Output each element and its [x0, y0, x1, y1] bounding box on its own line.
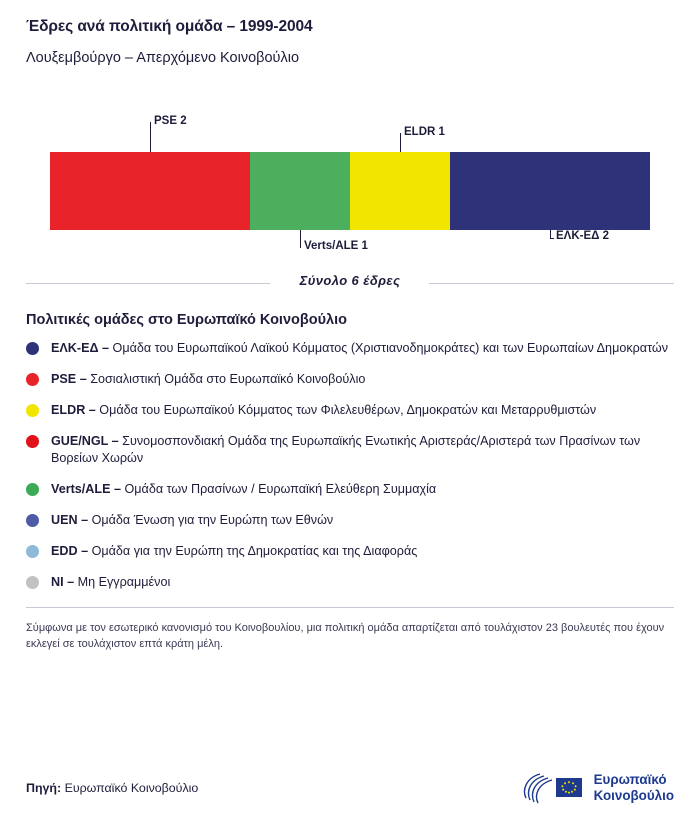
bar-label-verts-ale-group: Verts/ALE [304, 240, 359, 252]
ep-logo-line2: Κοινοβούλιο [593, 788, 674, 803]
bar-label-verts-ale-value: 1 [361, 240, 368, 252]
legend-item-abbr: PSE – [51, 372, 87, 386]
legend-item-pse [26, 371, 674, 388]
total-seats-text: Σύνολο 6 έδρες [299, 273, 401, 288]
legend-item-desc: Σοσιαλιστική Ομάδα στο Ευρωπαϊκό Κοινοβούλιο [90, 372, 366, 386]
european-parliament-flag-icon [520, 768, 586, 808]
legend-item-eldr [26, 402, 674, 419]
header [0, 0, 700, 66]
legend-item-abbr: ELDR – [51, 403, 96, 417]
legend-color-dot-icon [26, 545, 39, 558]
bar-label-pse-group: PSE [154, 115, 178, 127]
ep-logo-line1: Ευρωπαϊκό [593, 772, 667, 787]
legend-item-desc: Ομάδα του Ευρωπαϊκού Λαϊκού Κόμματος (Χριστιανοδημοκράτες) και των Ευρωπαίων Δημοκρατών [112, 341, 668, 355]
legend-item-text [51, 481, 436, 498]
legend-color-dot-icon [26, 404, 39, 417]
bar-segment-eldr[interactable] [350, 152, 450, 230]
ep-logo [520, 768, 674, 808]
legend-item-abbr: ΕΛΚ-ΕΔ – [51, 341, 110, 355]
bar-segment-pse[interactable] [50, 152, 250, 230]
legend-item-edd [26, 543, 674, 560]
legend-item-text [51, 433, 674, 467]
legend-item-abbr: EDD – [51, 544, 89, 558]
bar-label-eldr [404, 126, 445, 138]
source-value: Ευρωπαϊκό Κοινοβούλιο [64, 781, 199, 795]
bar-label-pse-value: 2 [180, 115, 187, 127]
legend-item-text [51, 371, 365, 388]
bar-segment-verts-ale[interactable] [250, 152, 350, 230]
bar-segment-elk-ed[interactable] [450, 152, 650, 230]
source [26, 781, 198, 795]
footer-divider [26, 607, 674, 608]
footnote: Σύμφωνα με τον εσωτερικό κανονισμό του Κοινοβουλίου, μια πολιτική ομάδα απαρτίζεται από τουλάχιστον 23 βουλευτές που έχουν εκλεγεί σε τουλάχιστον επτά κράτη μέλη. [26, 622, 665, 650]
leader-line-pse [150, 122, 151, 152]
legend-color-dot-icon [26, 435, 39, 448]
ep-logo-text [594, 772, 674, 804]
legend-item-abbr: GUE/NGL – [51, 434, 119, 448]
legend-item-desc: Μη Εγγραμμένοι [77, 575, 171, 589]
leader-line-elk-ed-horizontal [550, 238, 554, 239]
legend-color-dot-icon [26, 576, 39, 589]
legend-color-dot-icon [26, 483, 39, 496]
legend-color-dot-icon [26, 342, 39, 355]
bar-row [50, 152, 650, 230]
bar-label-elk-ed-value: 2 [602, 230, 610, 242]
legend-item-desc: Ομάδα των Πρασίνων / Ευρωπαϊκή Ελεύθερη Συμμαχία [124, 482, 437, 496]
bar-label-eldr-value: 1 [438, 126, 445, 138]
page-subtitle: Λουξεμβούργο – Απερχόμενο Κοινοβούλιο [26, 50, 300, 66]
legend-item-elk-ed [26, 340, 674, 357]
total-seats [0, 268, 700, 298]
legend-item-text [51, 574, 170, 591]
legend-item-text [51, 512, 333, 529]
leader-line-verts-ale [300, 230, 301, 248]
legend-color-dot-icon [26, 373, 39, 386]
legend-item-text [51, 340, 668, 357]
bar-label-verts-ale [304, 240, 368, 252]
leader-line-eldr [400, 133, 401, 152]
legend-item-desc: Συνομοσπονδιακή Ομάδα της Ευρωπαϊκής Ενωτικής Αριστεράς/Αριστερά των Πρασίνων των Βορείων Χωρών [51, 434, 641, 465]
leader-line-elk-ed [550, 230, 551, 238]
stacked-bar-chart [0, 110, 700, 250]
legend-item-text [51, 543, 417, 560]
page-title: Έδρες ανά πολιτική ομάδα – 1999-2004 [26, 18, 313, 35]
legend [26, 340, 674, 591]
bar-label-eldr-group: ELDR [404, 126, 436, 138]
legend-item-text [51, 402, 596, 419]
source-row [0, 768, 700, 808]
legend-item-desc: Ομάδα του Ευρωπαϊκού Κόμματος των Φιλελευθέρων, Δημοκρατών και Μεταρρυθμιστών [99, 403, 597, 417]
legend-item-gue-ngl [26, 433, 674, 467]
bar-label-elk-ed [556, 230, 609, 242]
legend-item-abbr: Verts/ALE – [51, 482, 121, 496]
legend-title: Πολιτικές ομάδες στο Ευρωπαϊκό Κοινοβούλιο [26, 312, 347, 328]
legend-item-abbr: UEN – [51, 513, 89, 527]
legend-item-desc: Ομάδα Ένωση για την Ευρώπη των Εθνών [91, 513, 334, 527]
legend-item-uen [26, 512, 674, 529]
legend-color-dot-icon [26, 514, 39, 527]
legend-item-desc: Ομάδα για την Ευρώπη της Δημοκρατίας και της Διαφοράς [91, 544, 418, 558]
legend-item-ni [26, 574, 674, 591]
source-label: Πηγή: [26, 781, 62, 795]
legend-item-abbr: NI – [51, 575, 75, 589]
bar-label-elk-ed-group: ΕΛΚ-ΕΔ [556, 230, 600, 242]
bar-label-pse [154, 115, 187, 127]
legend-item-verts-ale [26, 481, 674, 498]
